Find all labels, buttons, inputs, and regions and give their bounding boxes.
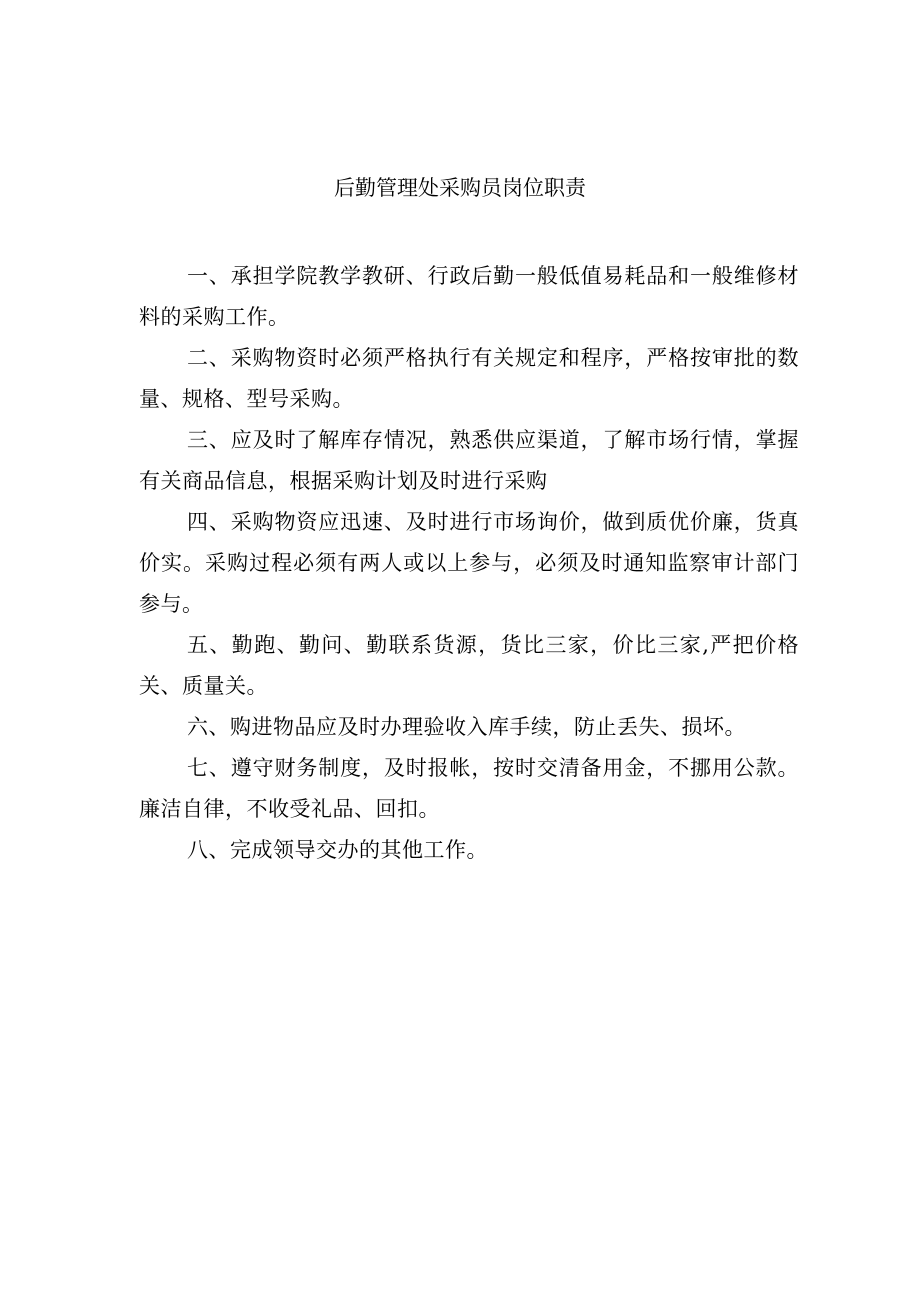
duty-item-4: 四、采购物资应迅速、及时进行市场询价，做到质优价廉，货真价实。采购过程必须有两人或以上参与，必须及时通知监察审计部门参与。	[139, 510, 799, 616]
document-title: 后勤管理处采购员岗位职责	[334, 176, 586, 200]
duty-item-2: 二、采购物资时必须严格执行有关规定和程序，严格按审批的数量、规格、型号采购。	[139, 346, 799, 411]
duty-item-1: 一、承担学院教学教研、行政后勤一般低值易耗品和一般维修材料的采购工作。	[139, 264, 799, 329]
duty-item-8: 八、完成领导交办的其他工作。	[187, 838, 488, 862]
duty-item-3: 三、应及时了解库存情况，熟悉供应渠道，了解市场行情，掌握有关商品信息，根据采购计划及时进行采购	[139, 428, 799, 493]
document-body	[139, 256, 799, 871]
duty-item-6: 六、购进物品应及时办理验收入库手续，防止丢失、损坏。	[187, 715, 746, 739]
duty-item-5: 五、勤跑、勤问、勤联系货源，货比三家，价比三家,严把价格关、质量关。	[139, 633, 799, 698]
duty-item-7: 七、遵守财务制度，及时报帐，按时交清备用金，不挪用公款。廉洁自律，不收受礼品、回扣。	[139, 756, 799, 821]
